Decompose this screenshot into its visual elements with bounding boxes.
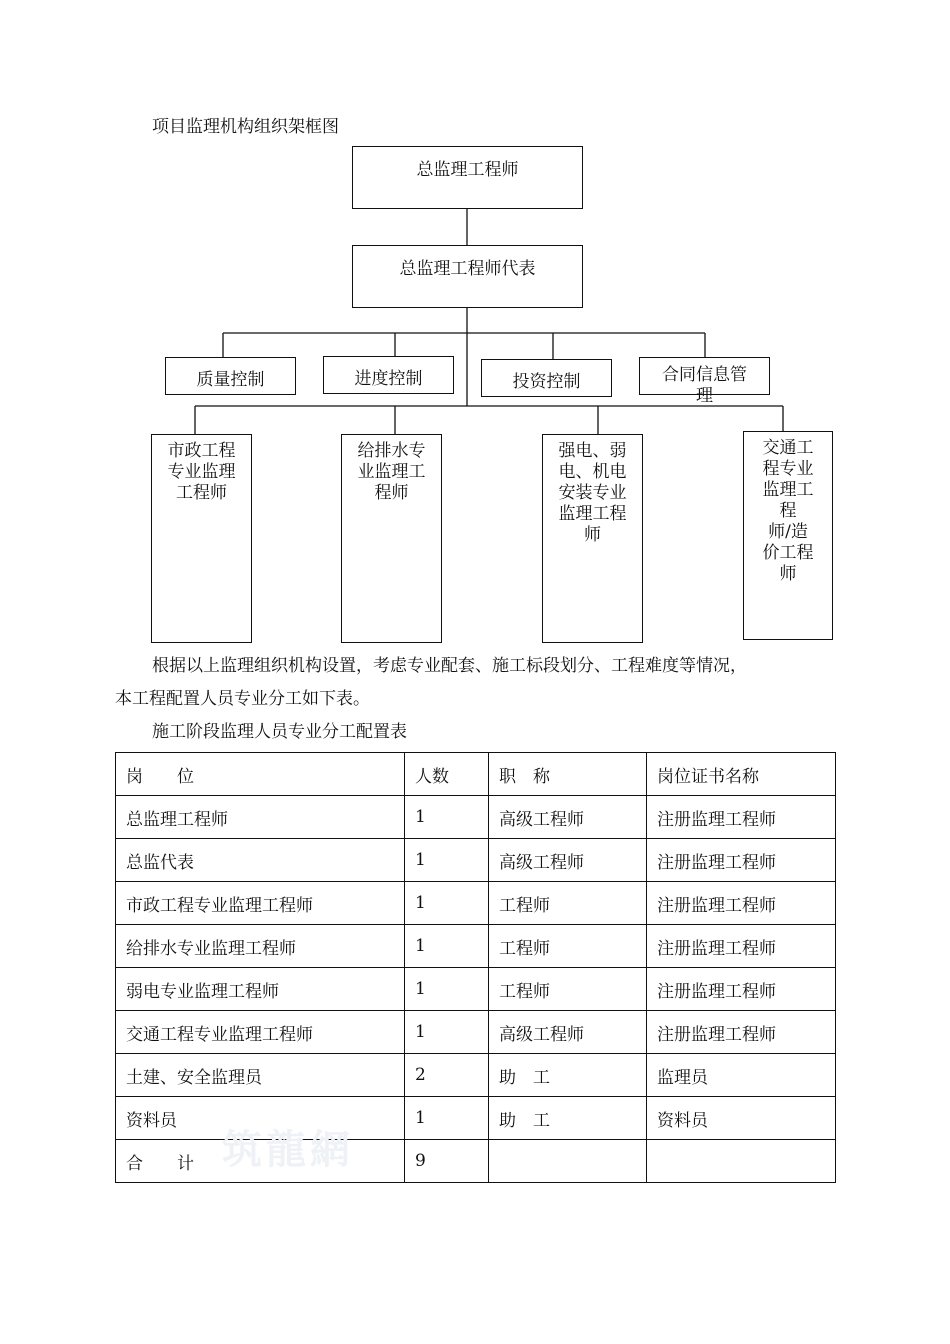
cell-certificate: 注册监理工程师 bbox=[647, 839, 836, 882]
table-row bbox=[116, 968, 836, 1011]
cell-position: 弱电专业监理工程师 bbox=[116, 968, 405, 1011]
cell-count: 1 bbox=[405, 796, 489, 839]
chief-engineer-box bbox=[352, 146, 583, 209]
cell-certificate: 注册监理工程师 bbox=[647, 968, 836, 1011]
quality-control-box bbox=[165, 357, 296, 395]
watermark: 筑龍網 bbox=[222, 1126, 354, 1173]
investment-control-label: 投资控制 bbox=[512, 372, 581, 392]
table-row bbox=[116, 882, 836, 925]
cell-count: 2 bbox=[405, 1054, 489, 1097]
progress-control-box bbox=[323, 356, 454, 394]
deputy-engineer-label: 总监理工程师代表 bbox=[399, 259, 536, 279]
traffic-engineer-label: 交通工 程专业 监理工 程 师/造 价工程 师 bbox=[762, 438, 814, 584]
cell-position: 市政工程专业监理工程师 bbox=[116, 882, 405, 925]
water-engineer-label: 给排水专 业监理工 程师 bbox=[357, 441, 426, 503]
municipal-engineer-box bbox=[151, 434, 252, 643]
cell-title: 工程师 bbox=[489, 882, 647, 925]
electrical-engineer-label: 强电、弱 电、机电 安装专业 监理工程 师 bbox=[558, 441, 627, 545]
cell-certificate: 资料员 bbox=[647, 1097, 836, 1140]
cell-certificate: 监理员 bbox=[647, 1054, 836, 1097]
cell-count: 9 bbox=[405, 1140, 489, 1183]
cell-position: 总监代表 bbox=[116, 839, 405, 882]
water-engineer-box bbox=[341, 434, 442, 643]
cell-position: 交通工程专业监理工程师 bbox=[116, 1011, 405, 1054]
paragraph-line-2: 本工程配置人员专业分工如下表。 bbox=[115, 689, 370, 709]
cell-title: 高级工程师 bbox=[489, 796, 647, 839]
cell-position: 给排水专业监理工程师 bbox=[116, 925, 405, 968]
table-row bbox=[116, 839, 836, 882]
quality-control-label: 质量控制 bbox=[196, 370, 265, 390]
progress-control-label: 进度控制 bbox=[354, 369, 423, 389]
table-row bbox=[116, 1054, 836, 1097]
header-certificate: 岗位证书名称 bbox=[647, 753, 836, 796]
header-title: 职 称 bbox=[489, 753, 647, 796]
cell-title: 工程师 bbox=[489, 968, 647, 1011]
cell-position: 合 计 bbox=[116, 1140, 405, 1183]
cell-count: 1 bbox=[405, 968, 489, 1011]
cell-title: 助 工 bbox=[489, 1054, 647, 1097]
cell-position: 总监理工程师 bbox=[116, 796, 405, 839]
cell-certificate: 注册监理工程师 bbox=[647, 925, 836, 968]
table-row bbox=[116, 925, 836, 968]
table-row bbox=[116, 796, 836, 839]
traffic-engineer-box bbox=[743, 431, 833, 640]
cell-certificate: 注册监理工程师 bbox=[647, 796, 836, 839]
header-count: 人数 bbox=[405, 753, 489, 796]
contract-info-box bbox=[639, 357, 770, 406]
investment-control-box bbox=[481, 359, 612, 397]
cell-count: 1 bbox=[405, 1097, 489, 1140]
table-header-row bbox=[116, 753, 836, 796]
org-chart-title: 项目监理机构组织架框图 bbox=[152, 117, 339, 137]
cell-count: 1 bbox=[405, 839, 489, 882]
cell-title bbox=[489, 1140, 647, 1183]
cell-certificate bbox=[647, 1140, 836, 1183]
header-position: 岗 位 bbox=[116, 753, 405, 796]
cell-certificate: 注册监理工程师 bbox=[647, 1011, 836, 1054]
cell-count: 1 bbox=[405, 882, 489, 925]
table-row bbox=[116, 1011, 836, 1054]
cell-count: 1 bbox=[405, 1011, 489, 1054]
cell-title: 高级工程师 bbox=[489, 839, 647, 882]
paragraph-line-1: 根据以上监理组织机构设置，考虑专业配套、施工标段划分、工程难度等情况， bbox=[152, 656, 747, 676]
cell-count: 1 bbox=[405, 925, 489, 968]
cell-position: 资料员 bbox=[116, 1097, 405, 1140]
table-caption: 施工阶段监理人员专业分工配置表 bbox=[152, 722, 407, 742]
cell-title: 高级工程师 bbox=[489, 1011, 647, 1054]
cell-title: 工程师 bbox=[489, 925, 647, 968]
contract-info-label: 合同信息管理 bbox=[662, 365, 747, 406]
deputy-engineer-box bbox=[352, 245, 583, 308]
chief-engineer-label: 总监理工程师 bbox=[416, 160, 519, 180]
municipal-engineer-label: 市政工程 专业监理 工程师 bbox=[167, 441, 236, 503]
cell-certificate: 注册监理工程师 bbox=[647, 882, 836, 925]
cell-title: 助 工 bbox=[489, 1097, 647, 1140]
cell-position: 土建、安全监理员 bbox=[116, 1054, 405, 1097]
electrical-engineer-box bbox=[542, 434, 643, 643]
